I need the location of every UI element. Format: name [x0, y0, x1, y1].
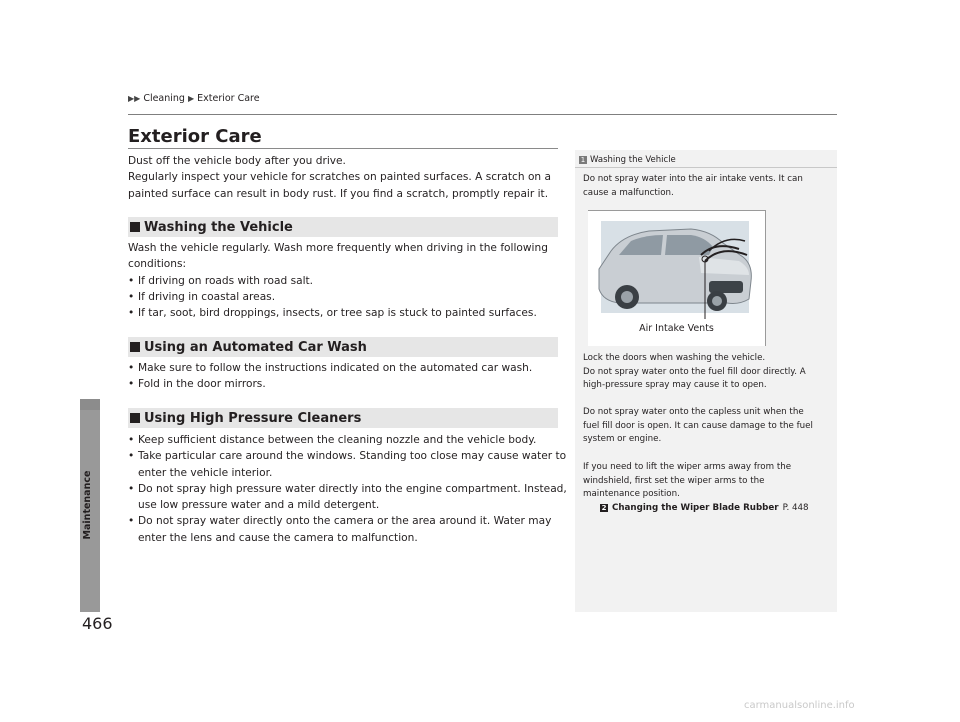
- list-item-line: enter the lens and cause the camera to malfunction.: [138, 531, 418, 544]
- high-pressure-bullet-list: [128, 432, 568, 546]
- list-item: • Make sure to follow the instructions indicated on the automated car wash.: [128, 360, 568, 376]
- washing-bullet-list: [128, 273, 568, 322]
- watermark: carmanualsonline.info: [744, 700, 855, 711]
- section-heading-automated-wash: [128, 337, 558, 357]
- page-title: Exterior Care: [128, 126, 262, 147]
- list-item-line: Keep sufficient distance between the cleaning nozzle and the vehicle body.: [138, 434, 537, 446]
- side-note-line: Lock the doors when washing the vehicle.: [583, 353, 766, 363]
- cross-reference-link[interactable]: [600, 503, 809, 513]
- side-note-line: maintenance position.: [583, 489, 680, 500]
- intro-line: Dust off the vehicle body after you drive.: [128, 155, 346, 167]
- section-tab-cap: [80, 399, 100, 410]
- side-note-heading-text: Washing the Vehicle: [590, 155, 676, 165]
- intro-text: [128, 153, 568, 202]
- side-note-divider: [575, 167, 837, 168]
- square-bullet-icon: [130, 342, 140, 352]
- reference-title[interactable]: Changing the Wiper Blade Rubber: [612, 503, 779, 513]
- list-item-line: Do not spray high pressure water directly into the engine compartment. Instead,: [138, 482, 567, 495]
- section-heading-text: Using an Automated Car Wash: [144, 339, 367, 355]
- side-note-line: Do not spray water onto the capless unit when the: [583, 407, 804, 417]
- car-air-intake-illustration: [589, 211, 765, 321]
- figure-caption: Air Intake Vents: [639, 323, 714, 334]
- washing-body: [128, 240, 568, 321]
- section-heading-text: Using High Pressure Cleaners: [144, 410, 362, 426]
- automated-body: [128, 360, 568, 393]
- washing-para-line: conditions:: [128, 258, 187, 271]
- list-item-line: Take particular care around the windows. Standing too close may cause water to: [138, 450, 567, 463]
- car-wheel-hub: [621, 291, 633, 303]
- side-note-line: windshield, first set the wiper arms to the: [583, 475, 765, 486]
- intro-line: painted surface can result in body rust. If you find a scratch, promptly repair it.: [128, 187, 549, 200]
- list-item: • Fold in the door mirrors.: [128, 376, 568, 392]
- square-bullet-icon: [130, 222, 140, 232]
- list-item-line: Do not spray water directly onto the camera or the area around it. Water may: [138, 515, 552, 528]
- side-note-line: system or engine.: [583, 434, 662, 445]
- breadcrumb: [128, 93, 260, 104]
- breadcrumb-item-cleaning[interactable]: Cleaning: [143, 93, 185, 104]
- side-note-line: Do not spray water into the air intake vents. It can: [583, 174, 803, 184]
- section-heading-washing: [128, 217, 558, 237]
- list-item-line: enter the vehicle interior.: [138, 466, 273, 479]
- breadcrumb-arrow-icon: ▶▶: [128, 94, 141, 103]
- car-wheel-hub: [712, 296, 722, 306]
- section-heading-text: Washing the Vehicle: [144, 219, 293, 235]
- side-note-para: [583, 406, 833, 447]
- breadcrumb-item-exterior-care[interactable]: Exterior Care: [197, 93, 260, 104]
- section-heading-high-pressure: [128, 408, 558, 428]
- car-grille: [709, 281, 743, 293]
- note-marker-icon: 1: [580, 156, 586, 164]
- automated-bullet-list: [128, 360, 568, 393]
- side-note-para: [583, 461, 833, 502]
- high-pressure-body: [128, 432, 568, 546]
- side-note-line: high-pressure spray may cause it to open.: [583, 380, 767, 391]
- page-number: 466: [82, 614, 113, 633]
- title-divider: [128, 148, 558, 149]
- list-item: • If tar, soot, bird droppings, insects, or tree sap is stuck to painted surfaces.: [128, 305, 568, 321]
- section-tab-label: Maintenance: [82, 470, 93, 540]
- side-note-line: fuel fill door is open. It can cause damage to the fuel: [583, 420, 813, 431]
- list-item-line: use low pressure water and a mild detergent.: [138, 499, 380, 512]
- side-note-line: Do not spray water onto the fuel fill door directly. A: [583, 366, 806, 377]
- list-item: [128, 481, 568, 514]
- list-item: • If driving on roads with road salt.: [128, 273, 568, 289]
- list-item: [128, 448, 568, 481]
- side-note-line: If you need to lift the wiper arms away from the: [583, 462, 792, 472]
- square-bullet-icon: [130, 413, 140, 423]
- side-note-line: cause a malfunction.: [583, 187, 674, 198]
- intro-line: Regularly inspect your vehicle for scratches on painted surfaces. A scratch on a: [128, 171, 552, 184]
- reference-arrow-icon: 2: [601, 504, 607, 512]
- breadcrumb-arrow-icon: ▶: [187, 94, 195, 103]
- side-note-para: [583, 173, 833, 200]
- washing-para-line: Wash the vehicle regularly. Wash more frequently when driving in the following: [128, 242, 548, 254]
- list-item: [128, 513, 568, 546]
- side-note-para: [583, 352, 833, 393]
- reference-page[interactable]: P. 448: [782, 503, 809, 513]
- list-item: • If driving in coastal areas.: [128, 289, 568, 305]
- list-item: [128, 432, 568, 448]
- side-note-heading: [579, 155, 676, 165]
- header-divider: [128, 114, 837, 115]
